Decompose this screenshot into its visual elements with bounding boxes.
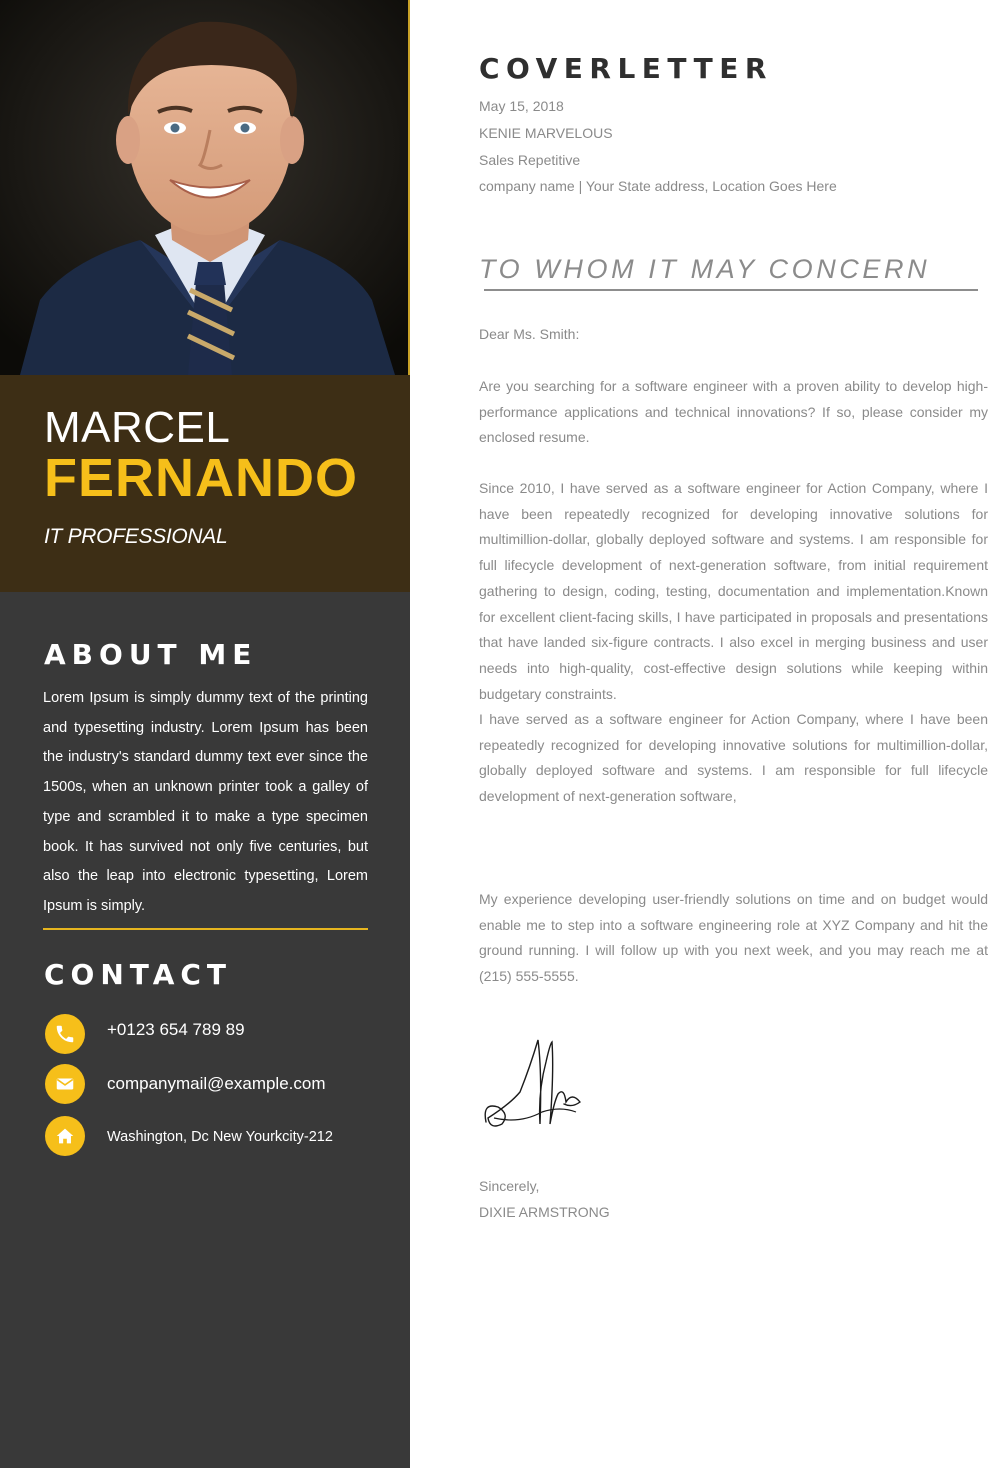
closing-phrase: Sincerely, (479, 1178, 540, 1194)
letter-body (410, 0, 1000, 1468)
contact-address[interactable] (45, 1116, 395, 1156)
section-divider (43, 928, 368, 930)
contact-phone[interactable] (45, 1014, 395, 1054)
letter-date: May 15, 2018 (479, 98, 564, 114)
signature-image (480, 1032, 590, 1132)
closing-block (479, 1173, 610, 1225)
salutation: Dear Ms. Smith: (479, 326, 580, 342)
paragraph-1: Are you searching for a software engineer with a proven ability to develop high-performance applications and technical innovations? If so, please consider my enclosed resume. (479, 378, 988, 446)
paragraph-3: I have served as a software engineer for Action Company, where I have been repeatedly recognized for developing innovative solutions for multimillion-dollar, globally deployed software and systems. I am responsible for full lifecycle development of next-generation software, (479, 711, 988, 805)
recipient-title: Sales Repetitive (479, 152, 581, 168)
paragraph-2: Since 2010, I have served as a software engineer for Action Company, where I have been repeatedly recognized for developing innovative solutions for multimillion-dollar, globally deployed software and systems. I am responsible for full lifecycle development of next-generation software, from initial requirement gathering to design, coding, testing, documentation and implementation.Known for excellent client-facing skills, I have participated in proposals and presentations that have landed six-figure contracts. I also excel in merging business and user needs into high-quality, cost-effective design solutions while keeping within budgetary constraints. (479, 480, 988, 702)
job-title: IT PROFESSIONAL (44, 525, 228, 548)
postal-address: Washington, Dc New Yourkcity-212 (107, 1129, 333, 1145)
phone-number: +0123 654 789 89 (107, 1020, 245, 1039)
contact-heading: CONTACT (44, 958, 233, 991)
company-line: company name | Your State address, Location Goes Here (479, 178, 837, 194)
letter-title: COVERLETTER (479, 52, 773, 85)
signer-name: DIXIE ARMSTRONG (479, 1204, 610, 1220)
first-name: MARCEL (44, 403, 231, 452)
recipient-name: KENIE MARVELOUS (479, 125, 613, 141)
contact-email[interactable] (45, 1064, 395, 1104)
sidebar (0, 0, 410, 1468)
about-text: Lorem Ipsum is simply dummy text of the printing and typesetting industry. Lorem Ipsum has been the industry's standard dummy text ever since the 1500s, when an unknown printer took a galley of type and scrambled it to make a type specimen book. It has survived not only five centuries, but also the leap into electronic typesetting, Lorem Ipsum is simply. (43, 690, 368, 914)
last-name: FERNANDO (44, 448, 358, 508)
home-icon (45, 1116, 85, 1156)
profile-photo (0, 0, 410, 375)
paragraph-4: My experience developing user-friendly solutions on time and on budget would enable me to step into a software engineering role at XYZ Company and hit the ground running. I will follow up with you next week, and you may reach me at (215) 555-5555. (479, 891, 988, 985)
about-heading: ABOUT ME (44, 638, 258, 671)
name-block (0, 375, 410, 592)
heading-underline (484, 289, 978, 291)
mail-icon (45, 1064, 85, 1104)
phone-icon (45, 1014, 85, 1054)
concern-heading: TO WHOM IT MAY CONCERN (479, 254, 931, 284)
email-address: companymail@example.com (107, 1074, 326, 1093)
